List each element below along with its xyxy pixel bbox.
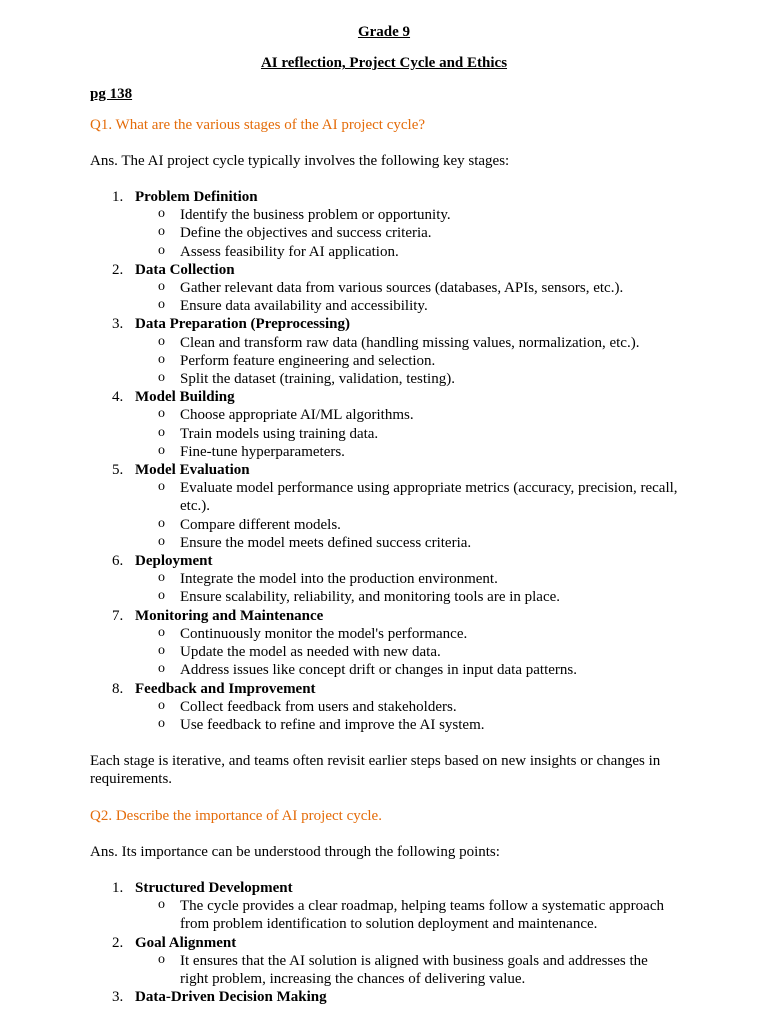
document-title: AI reflection, Project Cycle and Ethics: [260, 55, 508, 72]
sub-point: [135, 643, 678, 661]
sub-point-text: Integrate the model into the production environment.: [180, 571, 498, 588]
circle-bullet-icon: o: [158, 224, 165, 240]
stage-item: [90, 607, 678, 680]
stage-item: [90, 315, 678, 388]
circle-bullet-icon: o: [158, 442, 165, 458]
list-item-title: Problem Definition: [135, 189, 258, 206]
sub-point: [135, 406, 678, 424]
circle-bullet-icon: o: [158, 570, 165, 586]
circle-bullet-icon: o: [158, 697, 165, 713]
sub-point: [135, 224, 678, 242]
circle-bullet-icon: o: [158, 297, 165, 313]
list-number: 2.: [112, 261, 124, 278]
circle-bullet-icon: o: [158, 424, 165, 440]
sub-point-text: Gather relevant data from various sources (databases, APIs, sensors, etc.).: [180, 280, 624, 297]
list-item-title: Deployment: [135, 553, 213, 570]
sub-point-text: Define the objectives and success criteria.: [180, 225, 432, 242]
sub-point-text: Collect feedback from users and stakeholders.: [180, 698, 457, 715]
circle-bullet-icon: o: [158, 406, 165, 422]
stage-item: [90, 552, 678, 607]
list-number: 3.: [112, 989, 124, 1006]
sub-point-list: [135, 406, 678, 461]
sub-point-list: [135, 952, 678, 988]
stage-item: [90, 388, 678, 461]
sub-point: [135, 534, 678, 552]
answer-1-intro: Ans. The AI project cycle typically involves the following key stages:: [90, 152, 510, 169]
circle-bullet-icon: o: [158, 533, 165, 549]
list-number: 6.: [112, 553, 124, 570]
circle-bullet-icon: o: [158, 242, 165, 258]
circle-bullet-icon: o: [158, 588, 165, 604]
sub-point: [135, 716, 678, 734]
sub-point-text: Ensure data availability and accessibility.: [180, 298, 428, 315]
sub-point: [135, 334, 678, 352]
sub-point-text: Use feedback to refine and improve the AI system.: [180, 716, 485, 733]
list-item-title: Model Building: [135, 389, 235, 406]
circle-bullet-icon: o: [158, 661, 165, 677]
sub-point-text: Compare different models.: [180, 516, 341, 533]
list-item-title: Model Evaluation: [135, 462, 250, 479]
sub-point: [135, 479, 678, 515]
sub-point-text: Fine-tune hyperparameters.: [180, 443, 345, 460]
list-number: 7.: [112, 607, 124, 624]
sub-point-text: It ensures that the AI solution is aligned with business goals and addresses the right problem, increasing the chances of delivering value.: [180, 952, 648, 987]
sub-point-list: [135, 479, 678, 552]
grade-heading: Grade 9: [357, 24, 411, 40]
sub-point: [135, 243, 678, 261]
sub-point: [135, 661, 678, 679]
sub-point-text: Evaluate model performance using appropriate metrics (accuracy, precision, recall, etc.).: [180, 480, 678, 515]
sub-point-text: Ensure scalability, reliability, and monitoring tools are in place.: [180, 589, 561, 606]
circle-bullet-icon: o: [158, 515, 165, 531]
circle-bullet-icon: o: [158, 206, 165, 222]
stages-list: [90, 188, 678, 734]
list-item-title: Monitoring and Maintenance: [135, 607, 324, 624]
sub-point-list: [135, 279, 678, 315]
sub-point-text: Address issues like concept drift or changes in input data patterns.: [180, 662, 577, 679]
sub-point: [135, 352, 678, 370]
sub-point-text: The cycle provides a clear roadmap, helping teams follow a systematic approach from problem identification to solution deployment and maintenance.: [180, 898, 664, 933]
importance-item: [90, 988, 678, 1006]
sub-point-list: [135, 625, 678, 680]
list-number: 5.: [112, 462, 124, 479]
sub-point: [135, 570, 678, 588]
sub-point: [135, 443, 678, 461]
sub-point: [135, 425, 678, 443]
sub-point: [135, 516, 678, 534]
circle-bullet-icon: o: [158, 333, 165, 349]
circle-bullet-icon: o: [158, 370, 165, 386]
stage-item: [90, 261, 678, 316]
list-number: 4.: [112, 389, 124, 406]
sub-point-text: Choose appropriate AI/ML algorithms.: [180, 407, 414, 424]
sub-point: [135, 279, 678, 297]
sub-point: [135, 297, 678, 315]
sub-point-list: [135, 206, 678, 261]
list-number: 3.: [112, 316, 124, 333]
sub-point-text: Split the dataset (training, validation, testing).: [180, 371, 455, 388]
circle-bullet-icon: o: [158, 643, 165, 659]
list-item-title: Structured Development: [135, 879, 293, 896]
circle-bullet-icon: o: [158, 897, 165, 913]
circle-bullet-icon: o: [158, 624, 165, 640]
sub-point-text: Ensure the model meets defined success criteria.: [180, 534, 472, 551]
importance-item: [90, 934, 678, 989]
importance-list: [90, 879, 678, 1006]
list-item-title: Data Preparation (Preprocessing): [135, 316, 350, 333]
sub-point-list: [135, 698, 678, 734]
sub-point: [135, 206, 678, 224]
list-number: 2.: [112, 934, 124, 951]
answer-2-intro: Ans. Its importance can be understood through the following points:: [90, 843, 500, 860]
list-number: 1.: [112, 879, 124, 896]
sub-point: [135, 625, 678, 643]
question-2: Q2. Describe the importance of AI project cycle.: [90, 807, 382, 824]
page-reference: pg 138: [90, 86, 133, 103]
list-number: 1.: [112, 189, 124, 206]
circle-bullet-icon: o: [158, 479, 165, 495]
sub-point-text: Assess feasibility for AI application.: [180, 243, 399, 260]
sub-point-list: [135, 897, 678, 933]
stage-item: [90, 188, 678, 261]
list-number: 8.: [112, 680, 124, 697]
circle-bullet-icon: o: [158, 279, 165, 295]
sub-point: [135, 698, 678, 716]
circle-bullet-icon: o: [158, 951, 165, 967]
stage-item: [90, 680, 678, 735]
list-item-title: Goal Alignment: [135, 934, 237, 951]
circle-bullet-icon: o: [158, 351, 165, 367]
sub-point-text: Update the model as needed with new data.: [180, 644, 441, 661]
sub-point-list: [135, 334, 678, 389]
sub-point: [135, 588, 678, 606]
list-item-title: Data Collection: [135, 261, 235, 278]
question-1: Q1. What are the various stages of the AI project cycle?: [90, 116, 426, 133]
sub-point-text: Train models using training data.: [180, 425, 379, 442]
sub-point-text: Perform feature engineering and selection.: [180, 352, 436, 369]
sub-point-list: [135, 570, 678, 606]
sub-point-text: Identify the business problem or opportunity.: [180, 207, 451, 224]
sub-point: [135, 952, 678, 988]
answer-1-closing: Each stage is iterative, and teams often revisit earlier steps based on new insights or changes in requirements.: [90, 753, 661, 788]
list-item-title: Data-Driven Decision Making: [135, 989, 327, 1006]
sub-point-text: Continuously monitor the model's performance.: [180, 625, 468, 642]
list-item-title: Feedback and Improvement: [135, 680, 316, 697]
circle-bullet-icon: o: [158, 715, 165, 731]
sub-point: [135, 897, 678, 933]
stage-item: [90, 461, 678, 552]
sub-point-text: Clean and transform raw data (handling missing values, normalization, etc.).: [180, 334, 640, 351]
sub-point: [135, 370, 678, 388]
importance-item: [90, 879, 678, 934]
